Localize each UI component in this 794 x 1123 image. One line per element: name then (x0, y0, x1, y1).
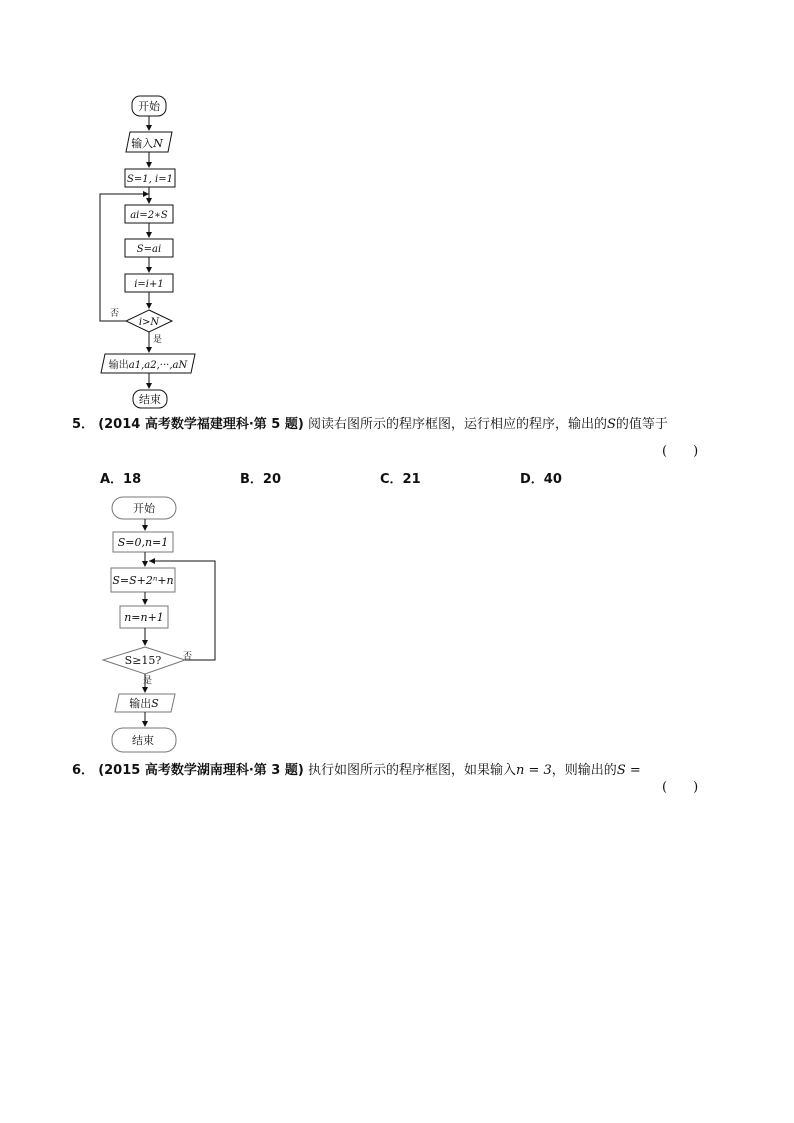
question-5-source: (2014 高考数学福建理科·第 5 题) (98, 417, 304, 432)
flow2-increment-label: n=n+1 (124, 611, 164, 624)
question-6-text-a: 执行如图所示的程序框图，如果输入 (307, 763, 516, 778)
flowchart-2 (95, 492, 235, 758)
flow2-yes-label: 是 (143, 676, 153, 686)
question-5 (72, 413, 668, 432)
question-6-number: 6． (72, 763, 95, 778)
flow2-assign-s-label: S=S+2ⁿ+n (112, 574, 174, 587)
flow1-start-label: 开始 (138, 100, 160, 113)
question-6-output-equation: S = (616, 763, 641, 778)
flow2-output-label: 输出S (129, 697, 159, 710)
question-6-answer-paren: ( ) (662, 780, 699, 795)
flow2-decision-label: S≥15? (124, 654, 162, 667)
question-5-text-b: 的值等于 (615, 417, 668, 432)
flow1-assign-a-label: ai=2∗S (130, 210, 168, 221)
flow1-assign-s-label: S=ai (136, 244, 162, 255)
flow2-no-label: 否 (183, 652, 193, 662)
flowchart-1 (90, 90, 220, 410)
question-6-text-b: ，则输出的 (551, 763, 617, 778)
flow2-start-label: 开始 (133, 502, 155, 515)
question-6-source: (2015 高考数学湖南理科·第 3 题) (98, 763, 304, 778)
flow2-end-label: 结束 (132, 734, 154, 747)
question-6 (72, 759, 641, 778)
flow1-init-label: S=1, i=1 (127, 174, 173, 185)
question-5-number: 5． (72, 417, 95, 432)
question-5-option-d: D．40 (520, 472, 562, 487)
flow1-decision-label: i>N (138, 317, 160, 328)
question-5-answer-paren: ( ) (662, 444, 699, 459)
flow2-init-label: S=0,n=1 (117, 536, 169, 549)
flow1-end-label: 结束 (139, 393, 161, 406)
question-5-text-a: 阅读右图所示的程序框图，运行相应的程序，输出的 (307, 417, 607, 432)
question-5-option-a: A．18 (100, 472, 142, 487)
question-5-var: S (606, 417, 616, 432)
flow1-output-label: 输出a1,a2,···,aN (108, 360, 188, 371)
question-6-equation: n = 3 (515, 763, 552, 778)
flow1-increment-label: i=i+1 (134, 279, 164, 290)
question-5-option-b: B．20 (240, 472, 281, 487)
flow1-no-label: 否 (110, 309, 120, 319)
question-5-option-c: C．21 (380, 472, 421, 487)
flow1-input-label: 输入N (131, 137, 163, 150)
flow1-yes-label: 是 (153, 335, 163, 345)
